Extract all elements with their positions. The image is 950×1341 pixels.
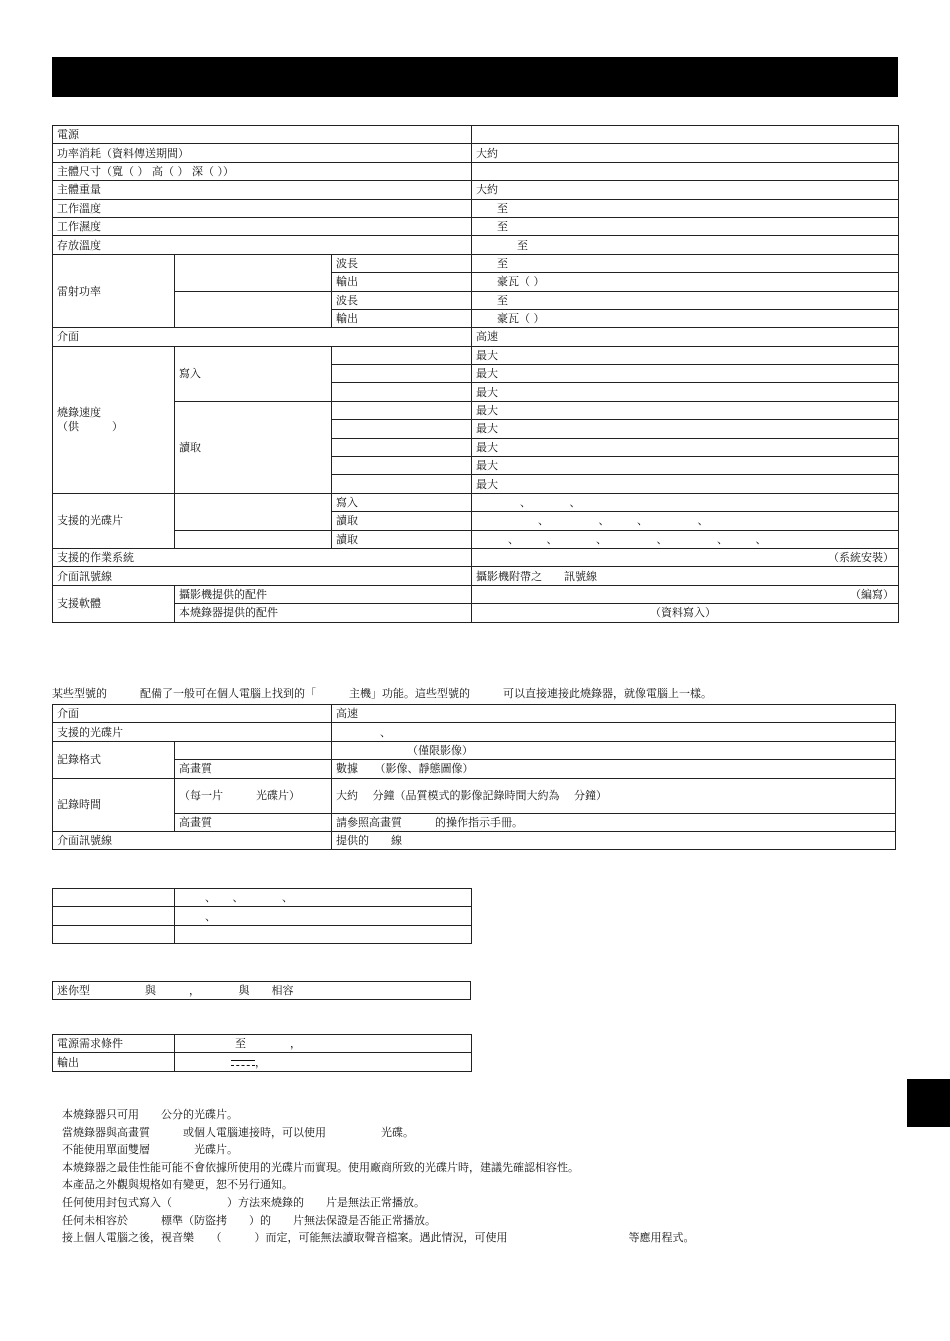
host-cable-value: 提供的 線	[332, 831, 896, 849]
camera-accessory-label: 攝影機提供的配件	[175, 585, 472, 603]
max-value: 最大	[472, 420, 899, 438]
row-value: 、 、 、	[175, 889, 472, 907]
camera-accessory-value: （編寫）	[472, 585, 899, 603]
supported-os-value: （系統安裝）	[472, 548, 899, 566]
wavelength-value: 至	[472, 291, 899, 309]
disc-type	[332, 438, 472, 456]
table-row	[53, 604, 899, 622]
table-row	[53, 1053, 472, 1071]
discs-read-value: 、 、 、 、	[472, 512, 899, 530]
output-label: 輸出	[332, 273, 472, 291]
time-2-value: 請參照高畫質 的操作指示手冊。	[332, 813, 896, 831]
supported-discs-label: 支援的光碟片	[53, 493, 175, 548]
table-row	[53, 1035, 472, 1053]
read-label: 讀取	[332, 530, 472, 548]
laser-type-2	[175, 291, 332, 328]
weight-value: 大約	[472, 181, 899, 199]
mini-disc-text: 迷你型 與 ， 與 相容	[53, 982, 471, 1000]
wavelength-value: 至	[472, 254, 899, 272]
weight-label: 主體重量	[53, 181, 472, 199]
row-value	[175, 925, 472, 943]
host-cable-label: 介面訊號線	[53, 831, 332, 849]
mini-disc-table	[52, 981, 471, 1000]
write-label: 寫入	[175, 346, 332, 401]
note-item: 本燒錄器只可用 公分的光碟片。	[62, 1108, 238, 1121]
table-row	[53, 760, 896, 778]
power-req-table	[52, 1034, 472, 1072]
op-temp-value: 至	[472, 199, 899, 217]
burn-speed-label: 燒錄速度 （供 ）	[53, 346, 175, 493]
interface-value: 高速	[472, 328, 899, 346]
table-row	[53, 831, 896, 849]
table-row	[53, 199, 899, 217]
power-label: 電源	[53, 126, 472, 144]
note-item: 任何使用封包式寫入（ ）方法來燒錄的 片是無法正常播放。	[62, 1195, 425, 1209]
disc-group-2	[175, 530, 332, 548]
section-header-bar	[52, 57, 898, 97]
time-1-value: 大約 分鐘（品質模式的影像記錄時間大約為 分鐘）	[332, 778, 896, 813]
note-item: 任何未相容於 標準（防盜拷 ）的 片無法保證是否能正常播放。	[62, 1213, 436, 1227]
discs-write-value: 、 、	[472, 493, 899, 511]
max-value: 最大	[472, 475, 899, 493]
table-row	[53, 907, 472, 925]
disc-type	[332, 383, 472, 401]
row-label	[53, 925, 175, 943]
notes-list	[62, 1106, 695, 1247]
row-value: 、	[175, 907, 472, 925]
table-row	[53, 346, 899, 364]
side-tab	[907, 1079, 950, 1127]
table-row	[53, 328, 899, 346]
disc-group-1	[175, 493, 332, 530]
table-row	[53, 181, 899, 199]
power-value	[472, 126, 899, 144]
host-discs-label: 支援的光碟片	[53, 723, 332, 741]
read-label: 讀取	[332, 512, 472, 530]
format-type	[175, 741, 332, 759]
table-row	[53, 741, 896, 759]
dimensions-value	[472, 162, 899, 180]
power-consumption-value: 大約	[472, 144, 899, 162]
disc-type	[332, 346, 472, 364]
table-row	[53, 813, 896, 831]
output-value: 豪瓦（ ）	[472, 309, 899, 327]
hd-label: 高畫質	[175, 760, 332, 778]
note-item: 不能使用單面雙層 光碟片。	[62, 1143, 238, 1157]
table-row	[53, 585, 899, 603]
interface-label: 介面	[53, 328, 472, 346]
table-row	[53, 217, 899, 235]
table-row	[53, 982, 471, 1000]
note-item: 當燒錄器與高畫質 或個人電腦連接時，可以使用 光碟。	[62, 1125, 414, 1139]
table-row	[53, 144, 899, 162]
write-label: 寫入	[332, 493, 472, 511]
output-value: 豪瓦（ ）	[472, 273, 899, 291]
storage-temp-label: 存放溫度	[53, 236, 472, 254]
op-temp-label: 工作溫度	[53, 199, 472, 217]
table-row	[53, 401, 899, 419]
interface-cable-label: 介面訊號線	[53, 567, 472, 585]
burner-accessory-label: 本燒錄器提供的配件	[175, 604, 472, 622]
table-row	[53, 162, 899, 180]
op-humidity-label: 工作濕度	[53, 217, 472, 235]
laser-type-1	[175, 254, 332, 291]
discs-read-value: 、 、 、 、 、 、	[472, 530, 899, 548]
row-label	[53, 907, 175, 925]
table-row	[53, 291, 899, 309]
table-row	[53, 778, 896, 813]
op-humidity-value: 至	[472, 217, 899, 235]
rec-time-label: 記錄時間	[53, 778, 175, 831]
per-disc-label: （每一片 光碟片）	[175, 778, 332, 813]
host-discs-value: 、	[332, 723, 896, 741]
power-req-label: 電源需求條件	[53, 1035, 175, 1053]
host-interface-value: 高速	[332, 705, 896, 723]
table-row	[53, 236, 899, 254]
max-value: 最大	[472, 365, 899, 383]
table-row	[53, 493, 899, 511]
hd-label: 高畫質	[175, 813, 332, 831]
max-value: 最大	[472, 457, 899, 475]
table-row	[53, 925, 472, 943]
host-interface-label: 介面	[53, 705, 332, 723]
host-table	[52, 704, 896, 850]
max-value: 最大	[472, 346, 899, 364]
table-row	[53, 705, 896, 723]
laser-power-label: 雷射功率	[53, 254, 175, 328]
row-label	[53, 889, 175, 907]
host-intro-text: 某些型號的 配備了一般可在個人電腦上找到的「 主機」功能。這些型號的 可以直接連接此燒錄器，就像電腦上一樣。	[52, 687, 712, 700]
power-output-value: ，	[255, 1055, 266, 1069]
wavelength-label: 波長	[332, 254, 472, 272]
read-label: 讀取	[175, 401, 332, 493]
rec-format-label: 記錄格式	[53, 741, 175, 778]
disc-type	[332, 365, 472, 383]
disc-compat-table	[52, 888, 472, 944]
max-value: 最大	[472, 438, 899, 456]
storage-temp-value: 至	[472, 236, 899, 254]
note-item: 本產品之外觀與規格如有變更，恕不另行通知。	[62, 1178, 293, 1192]
note-item: 接上個人電腦之後，視音樂 （ ）而定，可能無法讀取聲音檔案。遇此情況，可使用 等應用程式。	[62, 1231, 695, 1245]
table-row	[53, 548, 899, 566]
output-label: 輸出	[332, 309, 472, 327]
disc-type	[332, 457, 472, 475]
table-row	[53, 530, 899, 548]
table-row	[53, 126, 899, 144]
format-1-value: （僅限影像）	[332, 741, 896, 759]
max-value: 最大	[472, 401, 899, 419]
burner-accessory-value: （資料寫入）	[472, 604, 899, 622]
software-label: 支援軟體	[53, 585, 175, 622]
supported-os-label: 支援的作業系統	[53, 548, 472, 566]
disc-type	[332, 420, 472, 438]
interface-cable-value: 攝影機附帶之 訊號線	[472, 567, 899, 585]
power-output-label: 輸出	[53, 1053, 175, 1071]
disc-type	[332, 401, 472, 419]
table-row	[53, 567, 899, 585]
table-row	[53, 889, 472, 907]
note-item: 本燒錄器之最佳性能可能不會依據所使用的光碟片而實現。使用廠商所致的光碟片時，建議先確認相容性。	[62, 1160, 579, 1174]
table-row	[53, 723, 896, 741]
wavelength-label: 波長	[332, 291, 472, 309]
dimensions-label: 主體尺寸（寬（ ） 高（ ） 深（ ））	[53, 162, 472, 180]
disc-type	[332, 475, 472, 493]
specs-table	[52, 125, 899, 623]
format-2-value: 數據 （影像、靜態圖像）	[332, 760, 896, 778]
max-value: 最大	[472, 383, 899, 401]
power-req-value: 至 ，	[175, 1035, 472, 1053]
power-consumption-label: 功率消耗（資料傳送期間）	[53, 144, 472, 162]
table-row	[53, 254, 899, 272]
dc-symbol-icon	[231, 1058, 255, 1068]
